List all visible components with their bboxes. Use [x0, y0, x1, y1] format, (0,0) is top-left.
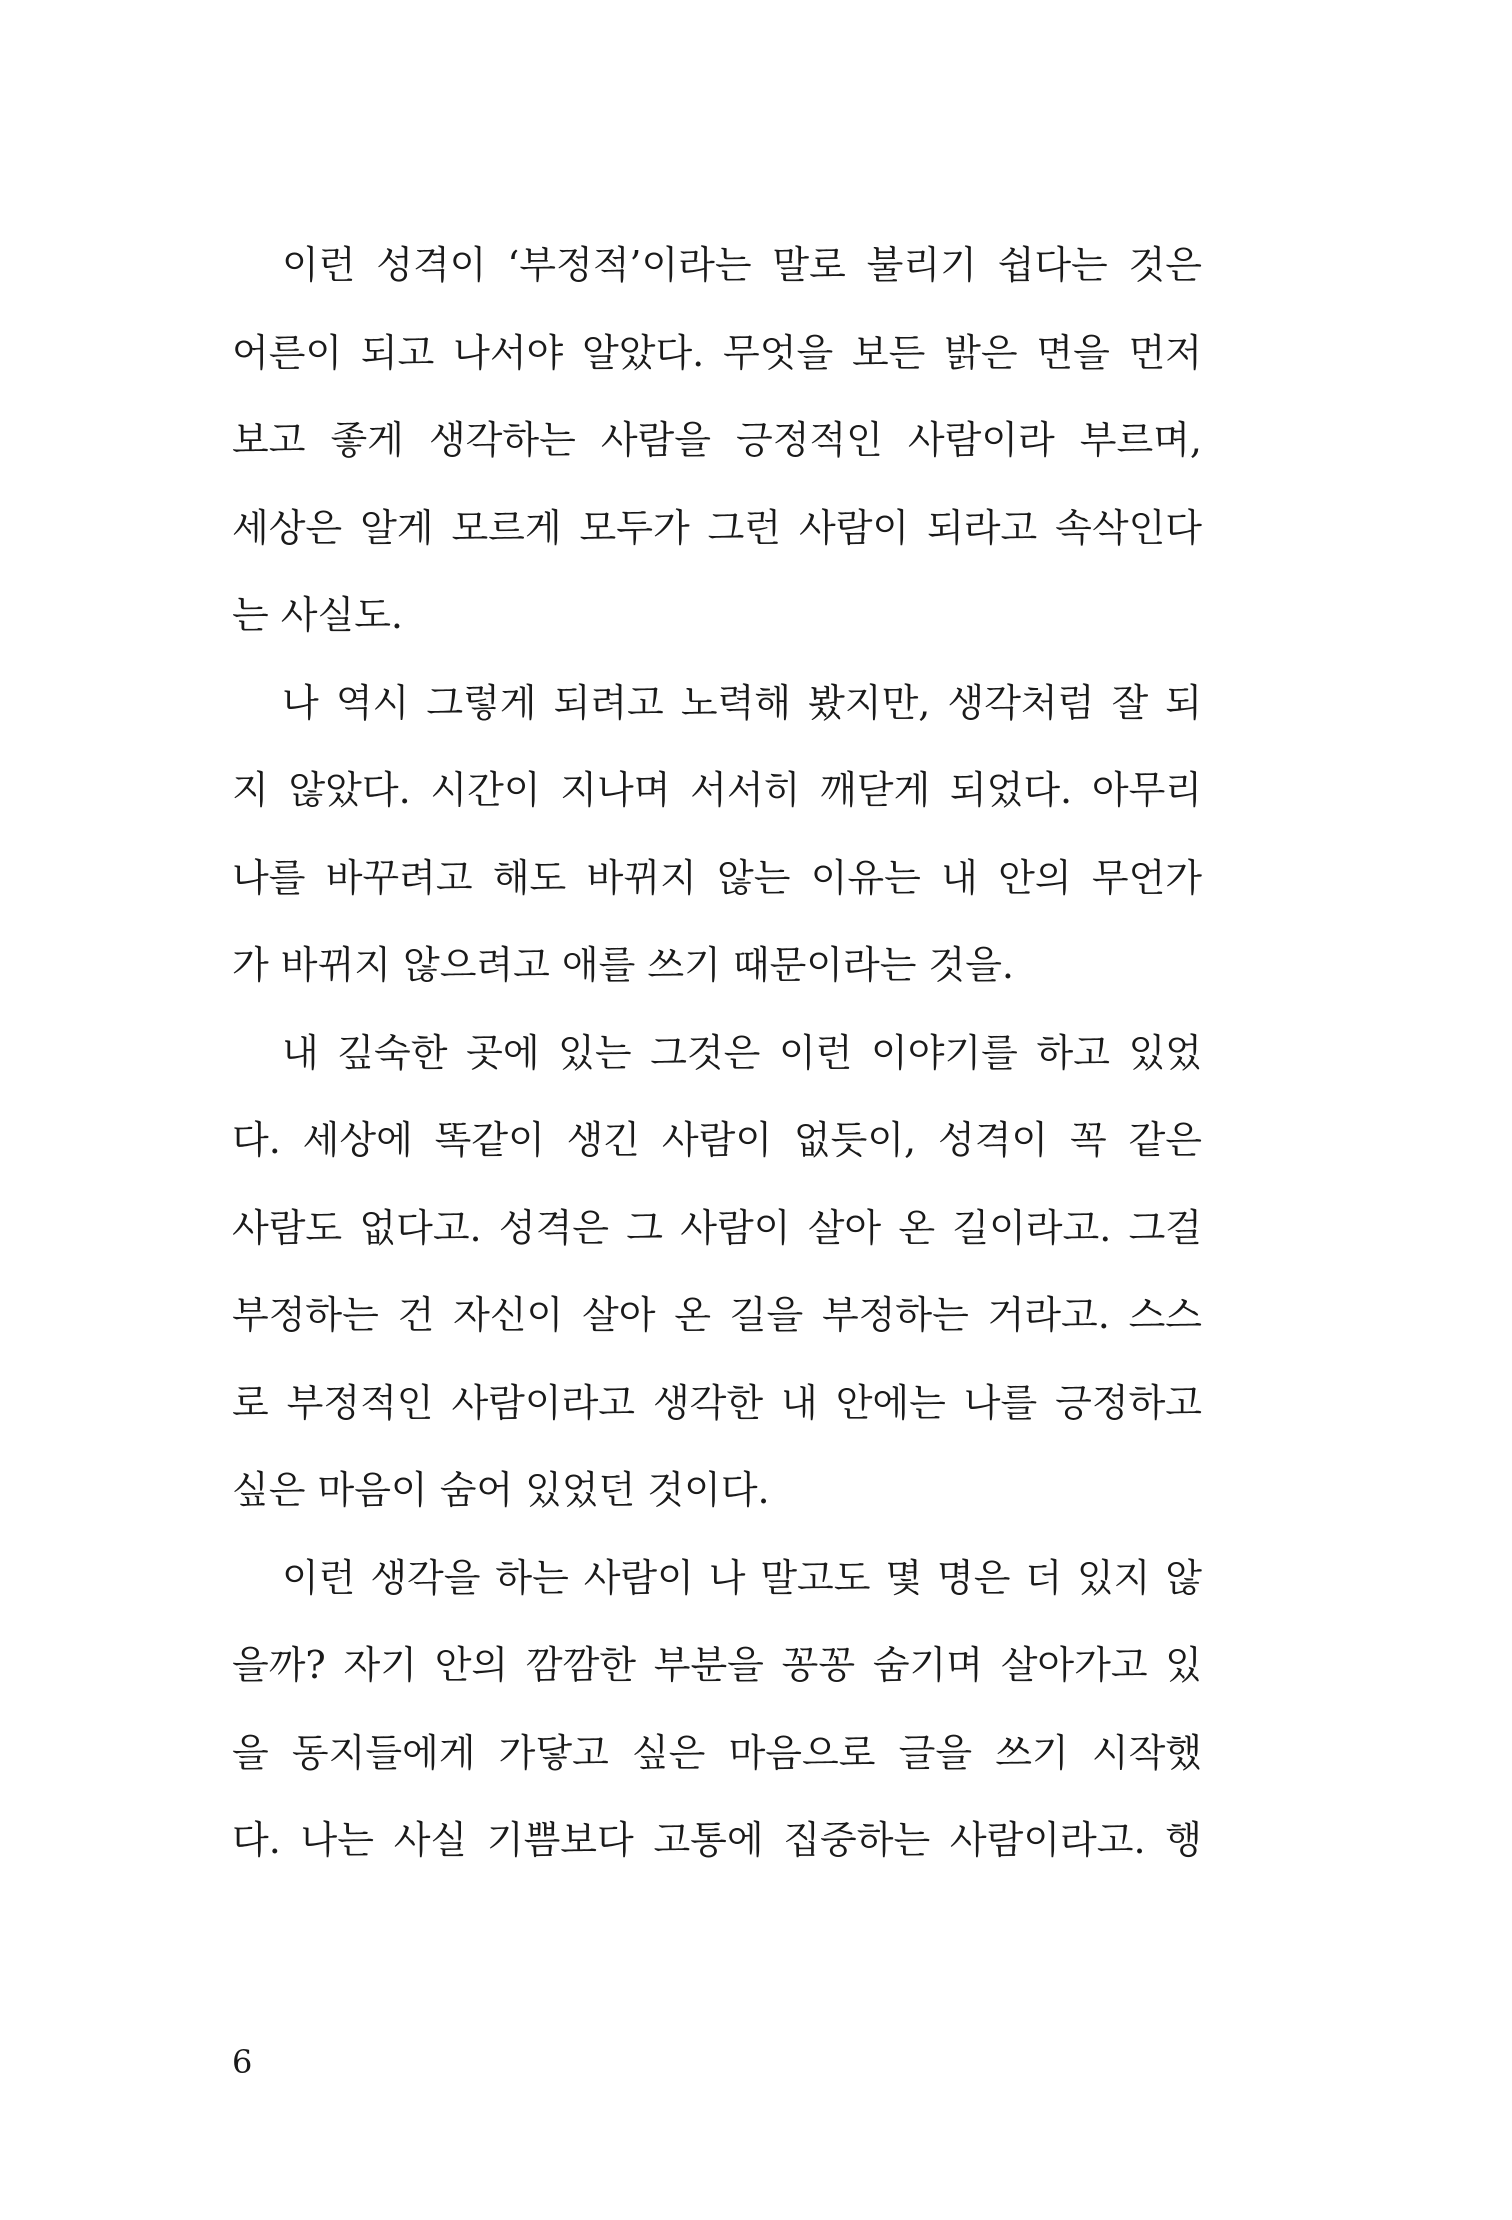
text-line: 로 부정적인 사람이라고 생각한 내 안에는 나를 긍정하고 [232, 1380, 1202, 1425]
text-line: 는 사실도. [232, 593, 403, 637]
page-number: 6 [232, 2043, 253, 2081]
body-text [232, 222, 1202, 1885]
text-line: 싶은 마음이 숨어 있었던 것이다. [232, 1468, 770, 1512]
text-line: 나를 바꾸려고 해도 바뀌지 않는 이유는 내 안의 무언가 [232, 855, 1202, 900]
text-line: 보고 좋게 생각하는 사람을 긍정적인 사람이라 부르며, [232, 418, 1202, 462]
text-line: 세상은 알게 모르게 모두가 그런 사람이 되라고 속삭인다 [232, 505, 1202, 550]
text-line: 을까? 자기 안의 깜깜한 부분을 꽁꽁 숨기며 살아가고 있 [232, 1643, 1202, 1687]
text-line: 내 깊숙한 곳에 있는 그것은 이런 이야기를 하고 있었 [282, 1030, 1202, 1075]
text-line: 지 않았다. 시간이 지나며 서서히 깨닫게 되었다. 아무리 [232, 768, 1202, 812]
text-line: 부정하는 건 자신이 살아 온 길을 부정하는 거라고. 스스 [232, 1293, 1202, 1337]
text-line: 사람도 없다고. 성격은 그 사람이 살아 온 길이라고. 그걸 [232, 1205, 1202, 1250]
text-line: 다. 세상에 똑같이 생긴 사람이 없듯이, 성격이 꼭 같은 [232, 1118, 1202, 1162]
text-line: 어른이 되고 나서야 알았다. 무엇을 보든 밝은 면을 먼저 [232, 330, 1202, 375]
text-line: 이런 생각을 하는 사람이 나 말고도 몇 명은 더 있지 않 [282, 1555, 1202, 1600]
text-line: 이런 성격이 ‘부정적’이라는 말로 불리기 쉽다는 것은 [282, 243, 1202, 287]
text-line: 을 동지들에게 가닿고 싶은 마음으로 글을 쓰기 시작했 [232, 1730, 1202, 1775]
text-line: 가 바뀌지 않으려고 애를 쓰기 때문이라는 것을. [232, 943, 1015, 987]
text-line: 다. 나는 사실 기쁨보다 고통에 집중하는 사람이라고. 행 [232, 1818, 1202, 1862]
text-line: 나 역시 그렇게 되려고 노력해 봤지만, 생각처럼 잘 되 [282, 680, 1202, 725]
